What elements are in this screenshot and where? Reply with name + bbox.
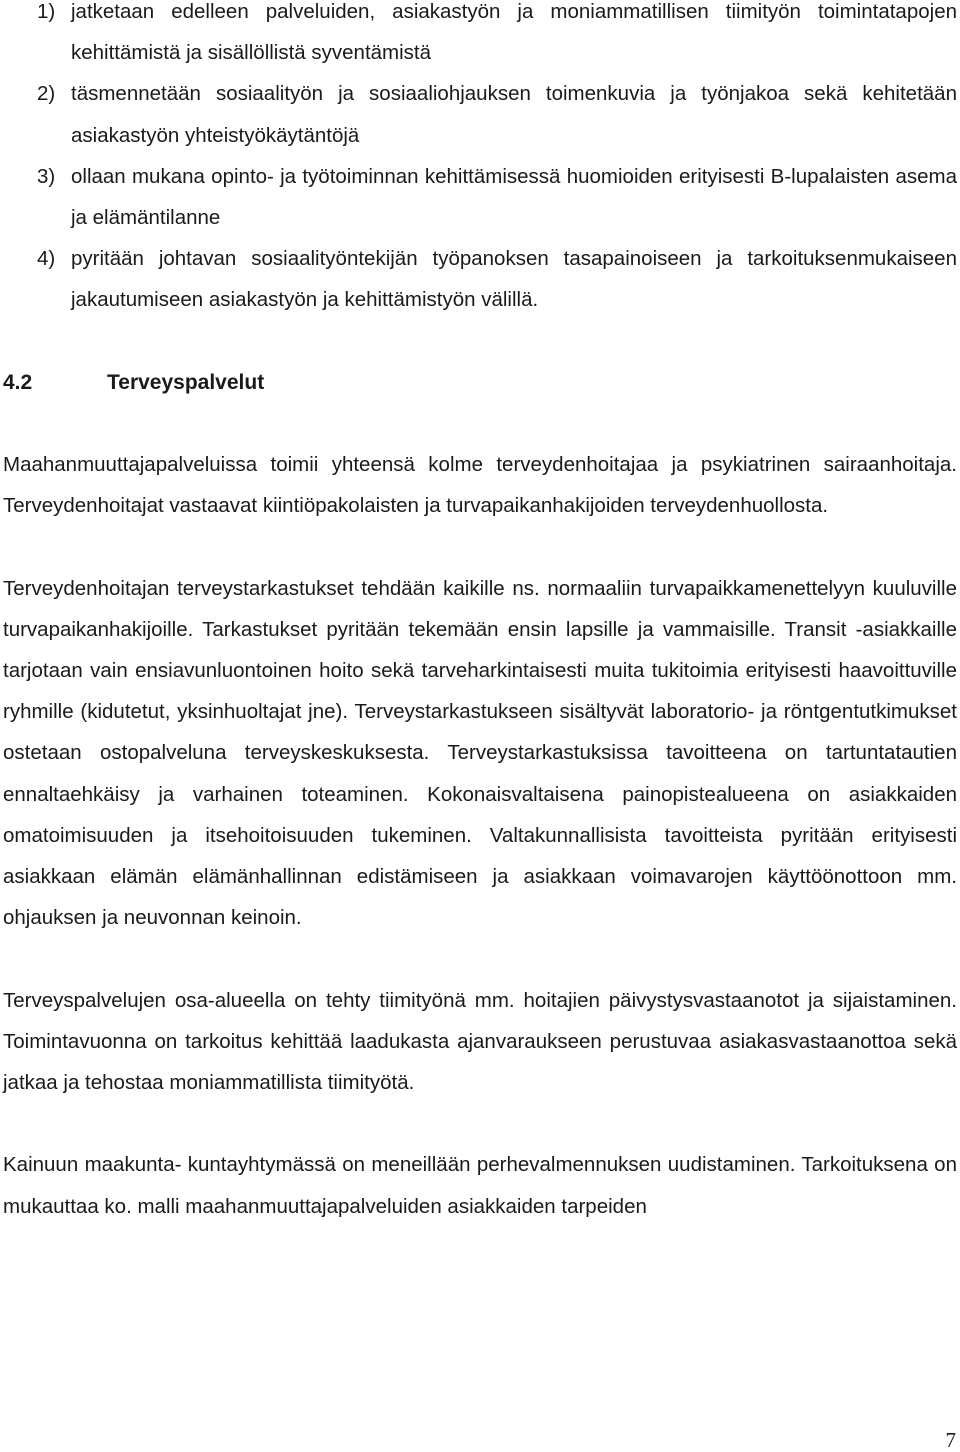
list-item-text: pyritään johtavan sosiaalityöntekijän työpanoksen tasapainoiseen ja tarkoituksenmukaiseen jakautumiseen asiakastyön ja kehittämistyön välillä. (71, 247, 957, 312)
paragraph-health-checks: Terveydenhoitajan terveystarkastukset tehdään kaikille ns. normaaliin turvapaikkamenettelyyn kuuluville turvapaikanhakijoille. Tarkastukset pyritään tekemään ensin lapsille ja vammaisille. Transit -asiakkaille tarjotaan vain ensiavunluontoinen hoito sekä tarveharkintaisesti muita tukitoimia erityisesti haavoittuville ryhmille (kidutetut, yksinhuoltajat jne). Terveystarkastukseen sisältyvät laboratorio- ja röntgentutkimukset ostetaan ostopalveluna terveyskeskuksesta. Terveystarkastuksissa tavoitteena on tartuntatautien ennaltaehkäisy ja varhainen toteaminen. Kokonaisvaltaisena painopistealueena on asiakkaiden omatoimisuuden ja itsehoitoisuuden tukeminen. Valtakunnallisista tavoitteista pyritään erityisesti asiakkaan elämän elämänhallinnan edistämiseen ja asiakkaan voimavarojen käyttöönottoon mm. ohjauksen ja neuvonnan keinoin. (3, 576, 957, 930)
list-item (3, 156, 957, 238)
paragraph-family-coaching: Kainuun maakunta- kuntayhtymässä on meneillään perhevalmennuksen uudistaminen. Tarkoituksena on mukauttaa ko. malli maahanmuuttajapalveluiden asiakkaiden tarpeiden (3, 1153, 957, 1218)
section-heading (3, 362, 957, 403)
numbered-list (3, 0, 957, 321)
list-item (3, 238, 957, 320)
section-title: Terveyspalvelut (107, 370, 265, 394)
list-item (3, 0, 957, 73)
list-item (3, 73, 957, 155)
page-content (3, 0, 957, 1227)
section-number: 4.2 (3, 370, 33, 394)
list-item-number: 1) (37, 0, 56, 23)
list-item-text: jatketaan edelleen palveluiden, asiakastyön ja moniammatillisen tiimityön toimintatapojen kehittämistä ja sisällöllistä syventämistä (71, 0, 957, 65)
page-number: 7 (945, 1428, 956, 1452)
list-item-text: täsmennetään sosiaalityön ja sosiaaliohjauksen toimenkuvia ja työnjakoa sekä kehitetään asiakastyön yhteistyökäytäntöjä (71, 82, 957, 147)
list-item-number: 4) (37, 247, 56, 271)
paragraph-teamwork: Terveyspalvelujen osa-alueella on tehty tiimityönä mm. hoitajien päivystysvastaanotot ja sijaistaminen. Toimintavuonna on tarkoitus kehittää laadukasta ajanvaraukseen perustuvaa asiakasvastaanottoa sekä jatkaa ja tehostaa moniammatillista tiimityötä. (3, 988, 957, 1095)
list-item-text: ollaan mukana opinto- ja työtoiminnan kehittämisessä huomioiden erityisesti B-lupalaisten asema ja elämäntilanne (71, 164, 957, 230)
paragraph-intro: Maahanmuuttajapalveluissa toimii yhteensä kolme terveydenhoitajaa ja psykiatrinen sairaanhoitaja. Terveydenhoitajat vastaavat kiintiöpakolaisten ja turvapaikanhakijoiden terveydenhuollosta. (3, 453, 957, 518)
list-item-number: 3) (37, 164, 56, 188)
list-item-number: 2) (37, 82, 56, 106)
